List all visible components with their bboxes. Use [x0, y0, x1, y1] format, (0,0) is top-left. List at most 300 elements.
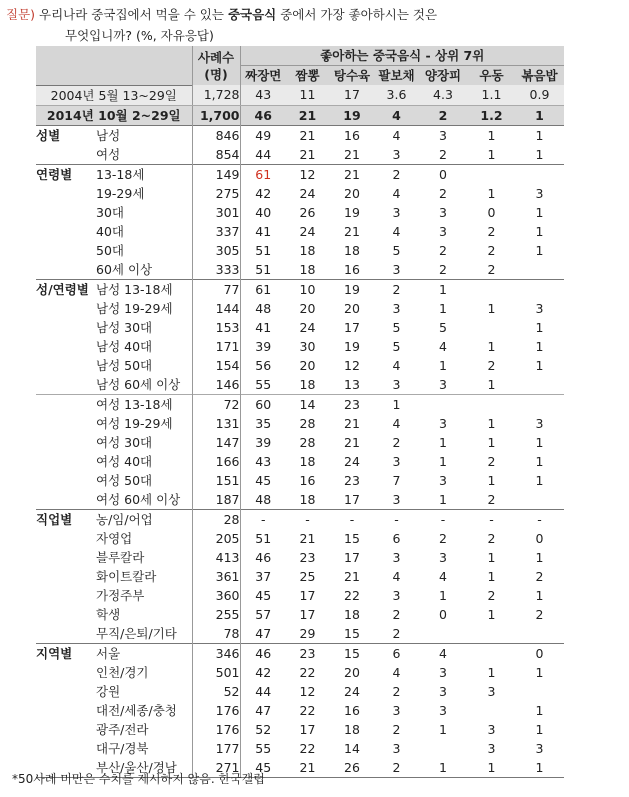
cell-value: 3 — [439, 376, 447, 392]
row-label: 농/임/어업 — [96, 509, 192, 529]
row-label: 블루칼라 — [96, 549, 145, 565]
cell-value — [468, 701, 515, 720]
category-label — [36, 739, 96, 758]
sample-count: 1,728 — [192, 85, 240, 105]
cell-value: 1 — [375, 394, 418, 414]
col-header: 탕수육 — [329, 66, 375, 86]
row-label: 50대 — [96, 242, 124, 258]
row-label: 19-29세 — [96, 185, 145, 201]
cell-value: 1 — [535, 453, 544, 469]
category-label — [36, 701, 96, 720]
sample-count: 501 — [192, 663, 240, 682]
cell-value: 46 — [240, 643, 286, 663]
cell-value: 1 — [439, 491, 447, 507]
cell-value: 48 — [240, 299, 286, 318]
category-label — [36, 471, 96, 490]
cell-value: 18 — [344, 606, 360, 622]
cell-value: 4 — [439, 338, 447, 354]
cell-value: 25 — [299, 568, 316, 584]
cell-value: 29 — [299, 625, 316, 641]
table-row — [36, 356, 564, 375]
cell-value: 44 — [240, 682, 286, 701]
cell-value: 24 — [299, 223, 316, 239]
cell-value: 1 — [535, 223, 544, 239]
sample-count: 275 — [192, 184, 240, 203]
category-label — [36, 720, 96, 739]
table-row — [36, 241, 564, 260]
category-label — [36, 548, 96, 567]
row-label: 남성 13-18세 — [96, 279, 192, 299]
cell-value: 15 — [344, 625, 360, 641]
cell-value: 1 — [418, 279, 468, 299]
cell-value: 3 — [439, 204, 447, 220]
cell-value: 21 — [286, 125, 329, 145]
cell-value: 19 — [329, 105, 375, 125]
row-label: 여성 40대 — [96, 453, 153, 469]
cell-value: 42 — [240, 663, 286, 682]
cell-value: 37 — [240, 567, 286, 586]
cell-value: 18 — [299, 376, 316, 392]
question-line1-pre: 우리나라 중국집에서 먹을 수 있는 — [39, 7, 228, 22]
category-label — [36, 299, 96, 318]
col-header: 짬뽕 — [286, 66, 329, 86]
cell-value: 18 — [299, 453, 316, 469]
cell-value: 3.6 — [375, 85, 418, 105]
sample-count: 151 — [192, 471, 240, 490]
sample-count: 255 — [192, 605, 240, 624]
cell-value: 2 — [439, 530, 447, 546]
cell-value: 18 — [299, 261, 316, 277]
cell-value: 1 — [535, 357, 544, 373]
table-row — [36, 164, 564, 184]
cell-value: 2 — [375, 164, 418, 184]
cell-value: 3 — [392, 261, 401, 277]
row-label: 남성 50대 — [96, 357, 153, 373]
table-row — [36, 682, 564, 701]
col-header: 짜장면 — [240, 66, 286, 86]
cell-value: 1 — [535, 702, 544, 718]
cell-value: 2 — [487, 261, 496, 277]
cell-value — [468, 318, 515, 337]
cell-value: 0 — [535, 530, 544, 546]
cell-value: 1 — [487, 549, 496, 565]
category-label — [36, 433, 96, 452]
cell-value: 24 — [299, 185, 316, 201]
question-label: 질문) — [6, 7, 36, 22]
cell-value — [468, 624, 515, 644]
cell-value — [418, 739, 468, 758]
cell-value: 47 — [240, 624, 286, 644]
group-header: 좋아하는 중국음식 - 상위 7위 — [240, 46, 564, 66]
sample-count: 52 — [192, 682, 240, 701]
cell-value: 4.3 — [418, 85, 468, 105]
row-label: 부산/울산/경남 — [96, 758, 192, 778]
row-label: 남성 — [96, 125, 192, 145]
category-label — [36, 452, 96, 471]
table-row — [36, 586, 564, 605]
cell-value — [515, 490, 564, 510]
sample-count: 78 — [192, 624, 240, 644]
cell-value: 19 — [344, 338, 360, 354]
cell-value — [515, 682, 564, 701]
cell-value: 2 — [418, 105, 468, 125]
category-label: 지역별 — [36, 643, 96, 663]
cell-value: 5 — [392, 338, 401, 354]
category-label — [36, 624, 96, 644]
table-row — [36, 452, 564, 471]
cell-value: 1 — [487, 415, 496, 431]
table-row — [36, 739, 564, 758]
cell-value: 2 — [487, 453, 496, 469]
cell-value: - — [286, 509, 329, 529]
cell-value: 47 — [240, 701, 286, 720]
sample-count: 146 — [192, 375, 240, 395]
cell-value: 1.1 — [468, 85, 515, 105]
cell-value: 1 — [487, 472, 496, 488]
cell-value: 4 — [392, 568, 401, 584]
cell-value: 4 — [375, 125, 418, 145]
sample-count: 337 — [192, 222, 240, 241]
cell-value: 1 — [487, 185, 496, 201]
cell-value: 48 — [240, 490, 286, 510]
category-label — [36, 663, 96, 682]
cell-value — [515, 375, 564, 395]
category-label: 성별 — [36, 125, 96, 145]
cell-value: 17 — [299, 606, 316, 622]
question-text — [6, 4, 621, 46]
cell-value: 1 — [418, 758, 468, 778]
category-label — [36, 318, 96, 337]
cell-value: 39 — [240, 433, 286, 452]
cell-value: 49 — [240, 125, 286, 145]
table-row — [36, 318, 564, 337]
row-label: 40대 — [96, 223, 124, 239]
cell-value: 15 — [344, 530, 360, 546]
cell-value: 23 — [344, 472, 360, 488]
cell-value: 56 — [240, 356, 286, 375]
cell-value: 1 — [487, 300, 496, 316]
cell-value: 16 — [344, 702, 360, 718]
table-row — [36, 433, 564, 452]
cell-value: 39 — [240, 337, 286, 356]
cell-value: 35 — [240, 414, 286, 433]
cell-value: 22 — [344, 587, 360, 603]
cell-value: 21 — [344, 146, 360, 162]
row-label: 60세 이상 — [96, 261, 153, 277]
sample-count: 176 — [192, 720, 240, 739]
sample-count: 361 — [192, 567, 240, 586]
cell-value — [515, 279, 564, 299]
cell-value: 24 — [299, 319, 316, 335]
sample-count: 846 — [192, 125, 240, 145]
cell-value: 3 — [439, 415, 447, 431]
category-label — [36, 414, 96, 433]
cell-value: 28 — [299, 415, 316, 431]
category-label — [36, 203, 96, 222]
cell-value: 43 — [240, 452, 286, 471]
cell-value: 1 — [535, 434, 544, 450]
cell-value: 61 — [240, 279, 286, 299]
cell-value: 13 — [344, 376, 360, 392]
cell-value: 1 — [535, 242, 544, 258]
cell-value: 24 — [344, 453, 360, 469]
cell-value: 4 — [418, 643, 468, 663]
category-label — [36, 586, 96, 605]
header-row-1 — [36, 46, 564, 66]
count-header: 사례수 (명) — [192, 46, 240, 85]
row-label: 30대 — [96, 204, 124, 220]
table-row — [36, 222, 564, 241]
cell-value: 3 — [439, 472, 447, 488]
sample-count: 147 — [192, 433, 240, 452]
cell-value: 24 — [344, 683, 360, 699]
row-label: 자영업 — [96, 530, 133, 546]
row-label: 남성 30대 — [96, 319, 153, 335]
cell-value: 17 — [344, 491, 360, 507]
col-header: 우동 — [468, 66, 515, 86]
cell-value: 3 — [392, 146, 401, 162]
row-label: 13-18세 — [96, 164, 192, 184]
cell-value: 0 — [487, 204, 496, 220]
cell-value — [468, 643, 515, 663]
cell-value: 3 — [439, 683, 447, 699]
table-row — [36, 567, 564, 586]
cell-value: 1 — [535, 319, 544, 335]
cell-value: 1 — [439, 721, 447, 737]
cell-value: 21 — [344, 415, 360, 431]
sample-count: 187 — [192, 490, 240, 510]
cell-value: 1 — [439, 300, 447, 316]
cell-value: 18 — [344, 721, 360, 737]
table-row — [36, 337, 564, 356]
cell-value: 2 — [375, 279, 418, 299]
cell-value: - — [515, 509, 564, 529]
cell-value: 4 — [392, 223, 401, 239]
cell-value: 22 — [299, 664, 316, 680]
cell-value — [418, 394, 468, 414]
cell-value: 11 — [286, 85, 329, 105]
category-label — [36, 356, 96, 375]
summary-row — [36, 85, 564, 105]
row-label: 광주/전라 — [96, 721, 149, 737]
cell-value: 3 — [392, 491, 401, 507]
cell-value: 1 — [535, 549, 544, 565]
table-row — [36, 663, 564, 682]
row-label: 여성 30대 — [96, 434, 153, 450]
cell-value: 3 — [392, 587, 401, 603]
cell-value: - — [375, 509, 418, 529]
cell-value: 17 — [299, 721, 316, 737]
cell-value: 1 — [487, 606, 496, 622]
cell-value: 2 — [392, 606, 401, 622]
category-label — [36, 529, 96, 548]
cell-value: 1 — [468, 758, 515, 778]
cell-value: 1 — [535, 587, 544, 603]
sample-count: 301 — [192, 203, 240, 222]
sample-count: 176 — [192, 701, 240, 720]
cell-value: 23 — [299, 549, 316, 565]
sample-count: 205 — [192, 529, 240, 548]
table-row — [36, 375, 564, 395]
cell-value: 15 — [329, 643, 375, 663]
table-row — [36, 701, 564, 720]
sample-count: 413 — [192, 548, 240, 567]
category-label — [36, 145, 96, 165]
cell-value: 4 — [392, 357, 401, 373]
cell-value: 46 — [240, 548, 286, 567]
cell-value: 21 — [286, 105, 329, 125]
cell-value: 2 — [392, 683, 401, 699]
cell-value: 1 — [439, 434, 447, 450]
cell-value: 20 — [344, 300, 360, 316]
cell-value — [468, 394, 515, 414]
cell-value: 3 — [392, 702, 401, 718]
cell-value: 1 — [515, 105, 564, 125]
table-row — [36, 548, 564, 567]
cell-value: 3 — [535, 185, 544, 201]
cell-value: 2 — [487, 587, 496, 603]
cell-value — [418, 624, 468, 644]
cell-value: 18 — [299, 242, 316, 258]
row-label: 여성 — [96, 146, 121, 162]
row-label: 여성 60세 이상 — [96, 491, 181, 507]
cell-value: 0 — [439, 606, 447, 622]
row-label: 대전/세종/충청 — [96, 702, 177, 718]
row-label: 학생 — [96, 606, 121, 622]
cell-value: 26 — [299, 204, 316, 220]
cell-value: 19 — [329, 279, 375, 299]
cell-value: 2 — [439, 146, 447, 162]
cell-value — [515, 164, 564, 184]
cell-value: 23 — [286, 643, 329, 663]
row-label: 여성 50대 — [96, 472, 153, 488]
sample-count: 28 — [192, 509, 240, 529]
cell-value: 21 — [329, 164, 375, 184]
cell-value: 20 — [299, 357, 316, 373]
cell-value: 1 — [468, 125, 515, 145]
cell-value: 45 — [240, 758, 286, 778]
cell-value: 3 — [392, 453, 401, 469]
cell-value: 51 — [240, 260, 286, 280]
cell-value: 12 — [286, 164, 329, 184]
cell-value: 2 — [439, 242, 447, 258]
sample-count: 77 — [192, 279, 240, 299]
cell-value: 3 — [439, 549, 447, 565]
cell-value: - — [329, 509, 375, 529]
cell-value: 1 — [515, 125, 564, 145]
table-row — [36, 529, 564, 548]
cell-value: 1 — [487, 434, 496, 450]
cell-value: 21 — [344, 223, 360, 239]
cell-value: 1 — [515, 758, 564, 778]
cell-value: 2 — [487, 530, 496, 546]
cell-value: 1 — [535, 338, 544, 354]
cell-value: 60 — [240, 394, 286, 414]
row-label: 여성 13-18세 — [96, 394, 192, 414]
category-label — [36, 241, 96, 260]
cell-value: 20 — [344, 664, 360, 680]
sample-count: 131 — [192, 414, 240, 433]
col-header: 양장피 — [418, 66, 468, 86]
cell-value: 4 — [439, 568, 447, 584]
cell-value: 23 — [329, 394, 375, 414]
category-label — [36, 682, 96, 701]
cell-value: 16 — [329, 125, 375, 145]
sample-count: 1,700 — [192, 105, 240, 125]
cell-value: - — [468, 509, 515, 529]
cell-value: 43 — [240, 85, 286, 105]
cell-value: 2 — [439, 261, 447, 277]
cell-value: 1.2 — [468, 105, 515, 125]
cell-value: 1 — [487, 376, 496, 392]
cell-value: 46 — [240, 105, 286, 125]
cell-value: 42 — [240, 184, 286, 203]
cell-value: 45 — [240, 471, 286, 490]
table-row — [36, 299, 564, 318]
cell-value: 1 — [535, 664, 544, 680]
cell-value: 0 — [418, 164, 468, 184]
cell-value: 1 — [535, 146, 544, 162]
cell-value: 3 — [487, 740, 496, 756]
cell-value: 21 — [286, 758, 329, 778]
cell-value: 21 — [344, 568, 360, 584]
sample-count: 305 — [192, 241, 240, 260]
cell-value: 3 — [535, 740, 544, 756]
cell-value: 28 — [299, 434, 316, 450]
table-row — [36, 490, 564, 510]
cell-value: 21 — [299, 146, 316, 162]
sample-count: 154 — [192, 356, 240, 375]
cell-value: 18 — [344, 242, 360, 258]
summary-row — [36, 105, 564, 125]
cell-value: 4 — [392, 185, 401, 201]
row-label: 남성 60세 이상 — [96, 376, 181, 392]
cell-value: 20 — [344, 185, 360, 201]
cell-value: 51 — [240, 529, 286, 548]
cell-value: 7 — [392, 472, 401, 488]
cell-value: 2 — [535, 568, 544, 584]
row-label: 가정주부 — [96, 587, 145, 603]
cell-value: 51 — [240, 241, 286, 260]
row-label: 대구/경북 — [96, 740, 149, 756]
cell-value: 2 — [487, 242, 496, 258]
cell-value: 2 — [392, 721, 401, 737]
table-row — [36, 720, 564, 739]
cell-value: 22 — [299, 740, 316, 756]
category-label — [36, 567, 96, 586]
row-label: 화이트칼라 — [96, 568, 157, 584]
cell-value: 16 — [344, 261, 360, 277]
cell-value: 2 — [392, 434, 401, 450]
table-row — [36, 145, 564, 165]
cell-value: 1 — [535, 721, 544, 737]
table-row — [36, 184, 564, 203]
cell-value: 3 — [535, 415, 544, 431]
cell-value: 21 — [344, 434, 360, 450]
cell-value: 57 — [240, 605, 286, 624]
cell-value — [468, 164, 515, 184]
cell-value: 26 — [329, 758, 375, 778]
cell-value: 1 — [487, 338, 496, 354]
cell-value: 22 — [299, 702, 316, 718]
cell-value: 3 — [487, 721, 496, 737]
row-label: 인천/경기 — [96, 664, 149, 680]
cell-value: 1 — [487, 664, 496, 680]
question-line1-post: 중에서 가장 좋아하시는 것은 — [276, 7, 438, 22]
cell-value: 10 — [286, 279, 329, 299]
cell-value: 17 — [329, 85, 375, 105]
category-label — [36, 375, 96, 395]
